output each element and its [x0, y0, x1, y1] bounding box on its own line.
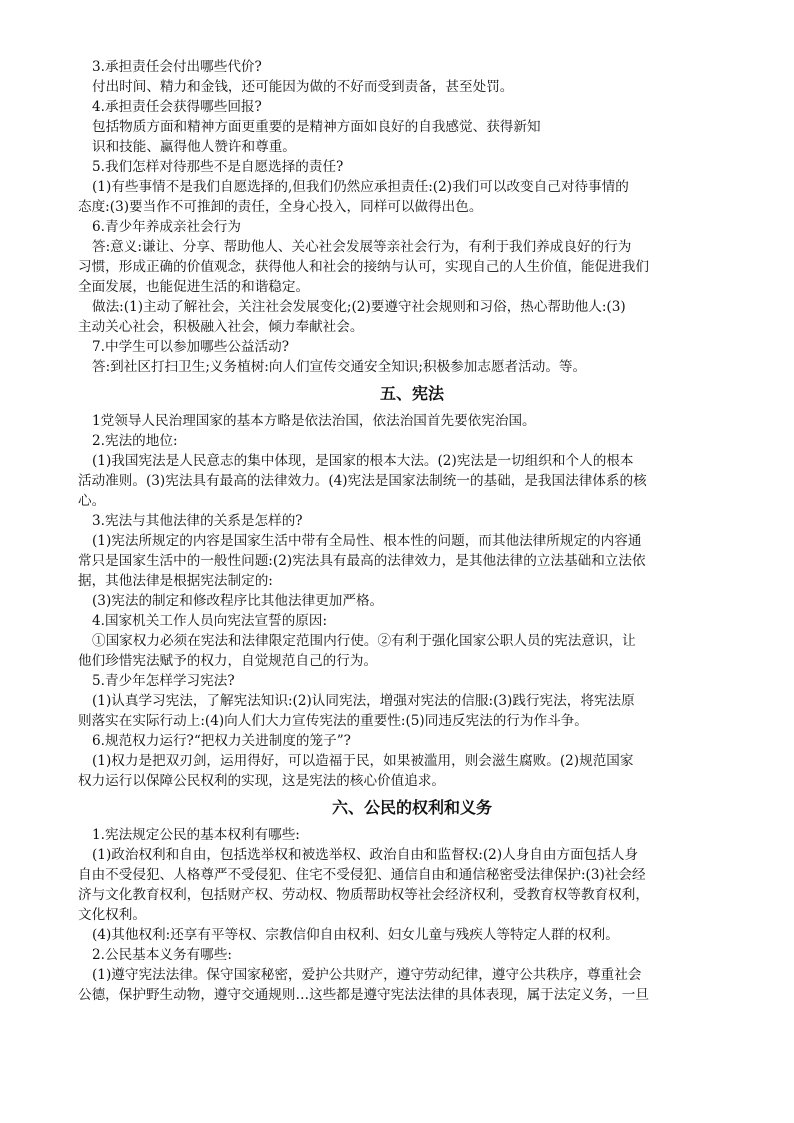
text-line: 包括物质方面和精神方面更重要的是精神方面如良好的自我感觉、获得新知 [92, 119, 541, 135]
text-line: (1)宪法所规定的内容是国家生活中带有全局性、根本性的问题，而其他法律所规定的内容通 [92, 533, 642, 549]
text-line: 文化权利。 [78, 907, 146, 923]
text-line: 识和技能、赢得他人赞许和尊重。 [92, 139, 296, 155]
text-line: ①国家权力必须在宪法和法律限定范围内行使。②有利于强化国家公职人员的宪法意识，让 [92, 633, 636, 649]
text-line: (1)权力是把双刃剑，运用得好，可以造福于民，如果被滥用，则会滋生腐败。(2)规范国家 [92, 753, 634, 769]
text-line: 4.承担责任会获得哪些回报? [92, 99, 262, 115]
text-line: 答:意义:谦让、分享、帮助他人、关心社会发展等亲社会行为，有利于我们养成良好的行为 [92, 239, 632, 255]
text-line: 活动准则。(3)宪法具有最高的法律效力。(4)宪法是国家法制统一的基础，是我国法律体系的核 [78, 473, 647, 489]
text-line: 3.承担责任会付出哪些代价? [92, 59, 262, 75]
text-line: 常只是国家生活中的一般性问题:(2)宪法具有最高的法律效力，是其他法律的立法基础和立法依 [78, 553, 646, 569]
text-line: 7.中学生可以参加哪些公益活动? [92, 339, 289, 355]
text-line: 态度:(3)要当作不可推卸的责任，全身心投入，同样可以做得出色。 [78, 199, 483, 215]
text-line: 据，其他法律是根据宪法制定的: [78, 573, 273, 589]
section-heading-rights-duties: 六、公民的权利和义务 [331, 798, 492, 817]
text-line: (3)宪法的制定和修改程序比其他法律更加严格。 [92, 593, 384, 609]
text-line: 3.宪法与其他法律的关系是怎样的? [92, 513, 303, 529]
text-line: (1)我国宪法是人民意志的集中体现，是国家的根本大法。(2)宪法是一切组织和个人的根本 [92, 453, 634, 469]
document-page [78, 57, 732, 1005]
text-line: 6.规范权力运行?“把权力关进制度的笼子”? [92, 733, 351, 749]
text-line: 2.公民基本义务有哪些: [92, 947, 232, 963]
text-line: 权力运行以保障公民权利的实现，这是宪法的核心价值追求。 [78, 773, 446, 789]
text-line: (4)其他权利:还享有平等权、宗教信仰自由权利、妇女儿童与残疾人等特定人群的权利。 [92, 927, 619, 943]
text-line: 习惯，形成正确的价值观念，获得他人和社会的接纳与认可，实现自己的人生价值，能促进我们 [78, 259, 649, 275]
text-line: 自由不受侵犯、人格尊严不受侵犯、住宅不受侵犯、通信自由和通信秘密受法律保护:(3)社会经 [78, 867, 646, 883]
section-heading-constitution: 五、宪法 [379, 384, 444, 403]
text-line: 答:到社区打扫卫生;义务植树:向人们宣传交通安全知识;积极参加志愿者活动。等。 [92, 359, 587, 375]
text-line: (1)遵守宪法法律。保守国家秘密，爱护公共财产，遵守劳动纪律，遵守公共秩序，尊重社会 [92, 967, 642, 983]
text-line: 全面发展，也能促进生活的和谐稳定。 [78, 279, 310, 295]
text-line: 公德，保护野生动物，遵守交通规则…这些都是遵守宪法法律的具体表现，属于法定义务，一旦 [78, 987, 649, 1003]
text-line: 主动关心社会，积极融入社会，倾力奉献社会。 [78, 319, 364, 335]
text-line: 1.宪法规定公民的基本权利有哪些: [92, 827, 300, 843]
text-line: 4.国家机关工作人员向宪法宣誓的原因: [92, 613, 328, 629]
text-line: 他们珍惜宪法赋予的权力，自觉规范自己的行为。 [78, 653, 378, 669]
text-line: (1)认真学习宪法，了解宪法知识:(2)认同宪法，增强对宪法的信服:(3)践行宪法，将宪法原 [92, 693, 635, 709]
text-line: 付出时间、精力和金钱，还可能因为做的不好而受到责备，甚至处罚。 [92, 79, 514, 95]
text-line: 5.我们怎样对待那些不是自愿选择的责任? [92, 159, 344, 175]
text-line: 6.青少年养成亲社会行为 [92, 219, 241, 235]
text-line: 心。 [78, 493, 106, 509]
text-line: (1)有些事情不是我们自愿选择的,但我们仍然应承担责任:(2)我们可以改变自己对待事情的 [92, 179, 629, 195]
text-line: 做法:(1)主动了解社会，关注社会发展变化;(2)要遵守社会规则和习俗，热心帮助他人:(3) [92, 299, 626, 315]
text-line: 则落实在实际行动上:(4)向人们大力宣传宪法的重要性:(5)同违反宪法的行为作斗争。 [78, 713, 588, 729]
text-line: 5.青少年怎样学习宪法? [92, 673, 235, 689]
text-line: 2.宪法的地位: [92, 433, 178, 449]
text-line: (1)政治权利和自由，包括选举权和被选举权、政治自由和监督权:(2)人身自由方面包括人身 [92, 847, 639, 863]
text-line: 济与文化教育权利，包括财产权、劳动权、物质帮助权等社会经济权利，受教育权等教育权利， [78, 887, 649, 903]
text-line: 1党领导人民治理国家的基本方略是依法治国，依法治国首先要依宪治国。 [92, 413, 536, 429]
